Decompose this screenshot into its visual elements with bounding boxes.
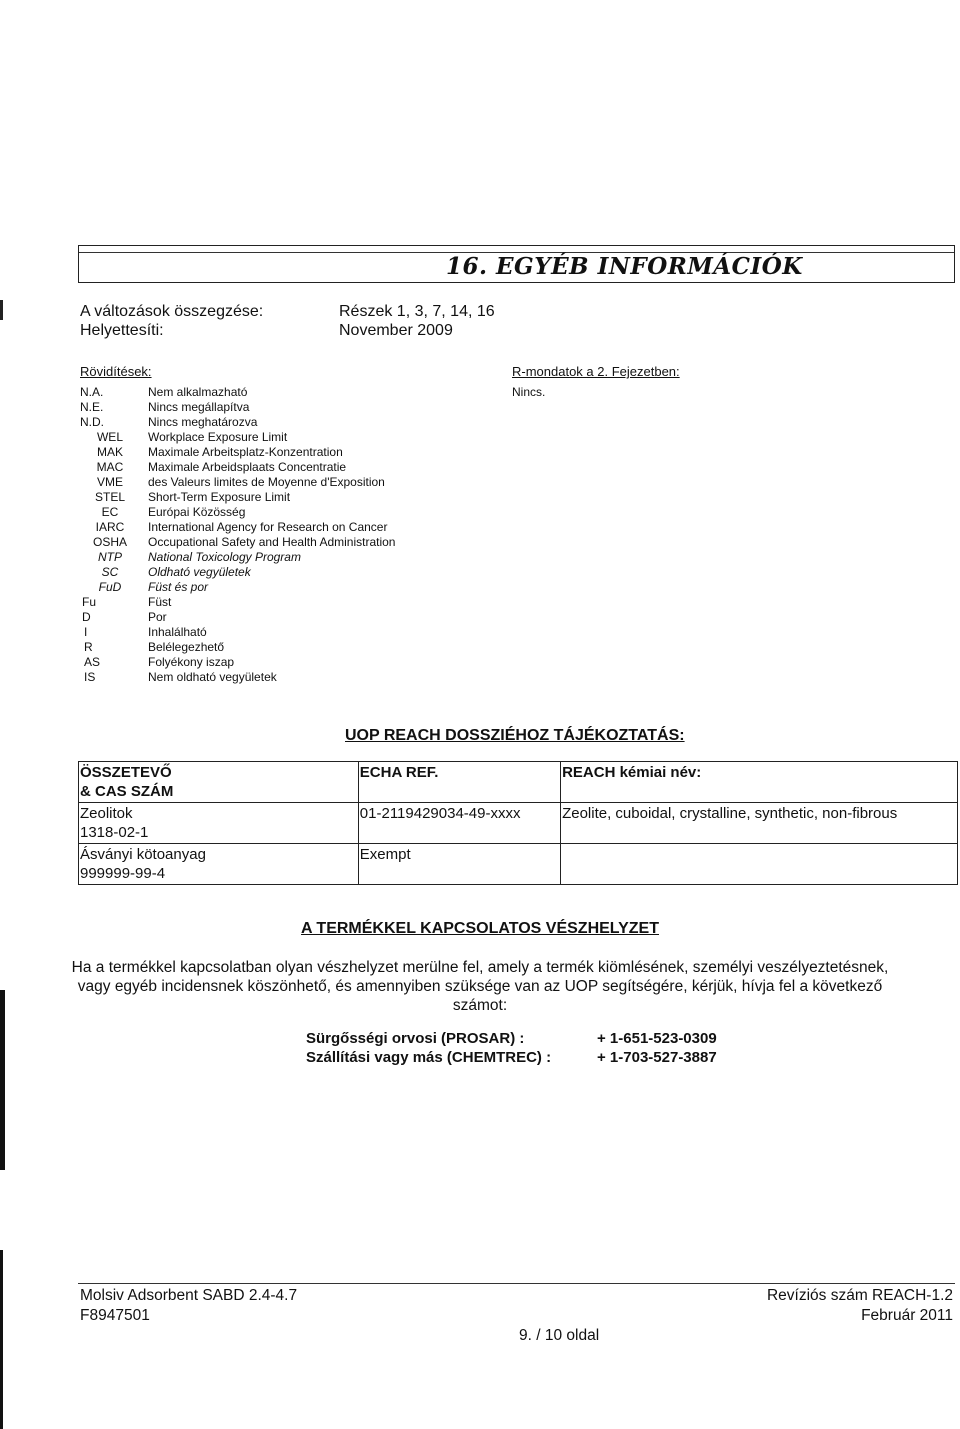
section-title: 16. EGYÉB INFORMÁCIÓK	[446, 253, 803, 280]
table-header-row	[79, 762, 958, 803]
footer-code: F8947501	[80, 1307, 150, 1324]
changes-value: Részek 1, 3, 7, 14, 16	[339, 303, 495, 320]
component-name: Ásványi kötoanyag	[80, 846, 206, 863]
abbreviation-desc: des Valeurs limites de Moyenne d'Exposition	[148, 475, 385, 489]
contact-label-prosar: Sürgősségi orvosi (PROSAR) :	[306, 1030, 525, 1047]
abbreviation-desc: Maximale Arbeidsplaats Concentratie	[148, 460, 347, 474]
emergency-heading: A TERMÉKKEL KAPCSOLATOS VÉSZHELYZET	[301, 920, 659, 937]
scan-edge-mark	[0, 1250, 3, 1429]
emergency-text-line: Ha a termékkel kapcsolatban olyan vészhelyzet merülne fel, amely a termék kiömlésének, személyi veszélyeztetésnek,	[71, 959, 889, 976]
header-component	[79, 762, 359, 803]
abbreviations-heading: Rövidítések:	[80, 364, 152, 379]
abbreviation-code: MAK	[96, 445, 123, 459]
cell-component	[79, 803, 359, 844]
abbreviation-desc: Occupational Safety and Health Administration	[148, 535, 396, 549]
abbreviation-desc: Oldható vegyületek	[148, 565, 251, 579]
r-phrases-heading: R-mondatok a 2. Fejezetben:	[512, 364, 680, 379]
abbreviation-code: AS	[84, 655, 101, 669]
reach-table	[78, 761, 958, 885]
footer-divider	[78, 1283, 955, 1284]
abbreviation-code: Fu	[82, 595, 97, 609]
reach-heading: UOP REACH DOSSZIÉHOZ TÁJÉKOZTATÁS:	[345, 727, 685, 744]
abbreviation-desc: Nincs meghatározva	[148, 415, 258, 429]
footer-date: Február 2011	[861, 1307, 953, 1324]
footer-revision: Revíziós szám REACH-1.2	[766, 1287, 953, 1304]
abbreviation-desc: Nem alkalmazható	[148, 385, 248, 399]
contact-label-chemtrec: Szállítási vagy más (CHEMTREC) :	[306, 1049, 552, 1066]
supersedes-value: November 2009	[339, 322, 453, 339]
header-echa: ECHA REF.	[358, 762, 560, 803]
abbreviation-code: OSHA	[92, 535, 127, 549]
abbreviation-desc: Maximale Arbeitsplatz-Konzentration	[148, 445, 343, 459]
abbreviation-desc: International Agency for Research on Cancer	[148, 520, 388, 534]
cell-chem-name	[561, 844, 958, 885]
abbreviation-code: R	[84, 640, 93, 654]
abbreviation-desc: Füst	[148, 595, 172, 609]
abbreviation-code: VME	[96, 475, 123, 489]
contact-phone-prosar: + 1-651-523-0309	[597, 1030, 717, 1047]
emergency-text-line: számot:	[452, 997, 508, 1014]
changes-label: A változások összegzése:	[80, 303, 264, 320]
header-chem-name: REACH kémiai név:	[561, 762, 958, 803]
cell-echa: 01-2119429034-49-xxxx	[358, 803, 560, 844]
abbreviation-desc: Európai Közösség	[148, 505, 246, 519]
scan-edge-mark	[0, 300, 3, 320]
header-component-line2: & CAS SZÁM	[80, 783, 174, 800]
cell-echa: Exempt	[358, 844, 560, 885]
cell-chem-name: Zeolite, cuboidal, crystalline, synthetic, non-fibrous	[561, 803, 958, 844]
abbreviation-desc: National Toxicology Program	[148, 550, 301, 564]
cell-component	[79, 844, 359, 885]
abbreviation-code: FuD	[98, 580, 122, 594]
footer-product: Molsiv Adsorbent SABD 2.4-4.7	[80, 1287, 298, 1304]
scan-edge-mark	[0, 990, 5, 1170]
abbreviation-desc: Folyékony iszap	[148, 655, 235, 669]
abbreviation-desc: Nem oldható vegyületek	[148, 670, 277, 684]
abbreviation-code: I	[84, 625, 88, 639]
r-phrases-value: Nincs.	[512, 385, 546, 399]
table-row	[79, 844, 958, 885]
component-name: Zeolitok	[80, 805, 133, 822]
supersedes-label: Helyettesíti:	[80, 322, 164, 339]
abbreviation-code: N.A.	[80, 385, 104, 399]
abbreviation-desc: Short-Term Exposure Limit	[148, 490, 291, 504]
component-cas: 999999-99-4	[80, 865, 166, 882]
abbreviation-code: N.D.	[80, 415, 104, 429]
table-row	[79, 803, 958, 844]
abbreviation-desc: Füst és por	[148, 580, 209, 594]
abbreviation-desc: Workplace Exposure Limit	[148, 430, 288, 444]
abbreviation-code: WEL	[96, 430, 123, 444]
emergency-text	[70, 958, 890, 1015]
abbreviation-code: STEL	[94, 490, 125, 504]
abbreviation-desc: Belélegezhető	[148, 640, 225, 654]
abbreviation-code: D	[82, 610, 91, 624]
abbreviation-code: EC	[101, 505, 119, 519]
header-component-line1: ÖSSZETEVŐ	[80, 764, 172, 781]
footer-page-number: 9. / 10 oldal	[519, 1327, 600, 1344]
abbreviation-code: SC	[101, 565, 119, 579]
abbreviation-desc: Por	[148, 610, 167, 624]
abbreviation-code: N.E.	[80, 400, 104, 414]
emergency-text-line: vagy egyéb incidensnek köszönhető, és amennyiben szüksége van az UOP segítségére, kérjük, hívja fel a következő	[77, 978, 883, 995]
abbreviation-code: IARC	[95, 520, 125, 534]
abbreviation-desc: Inhalálható	[148, 625, 207, 639]
abbreviation-code: IS	[84, 670, 96, 684]
abbreviation-code: MAC	[96, 460, 124, 474]
abbreviation-code: NTP	[98, 550, 122, 564]
component-cas: 1318-02-1	[80, 824, 149, 841]
abbreviation-desc: Nincs megállapítva	[148, 400, 250, 414]
section-header-box	[78, 245, 955, 283]
contact-phone-chemtrec: + 1-703-527-3887	[597, 1049, 717, 1066]
